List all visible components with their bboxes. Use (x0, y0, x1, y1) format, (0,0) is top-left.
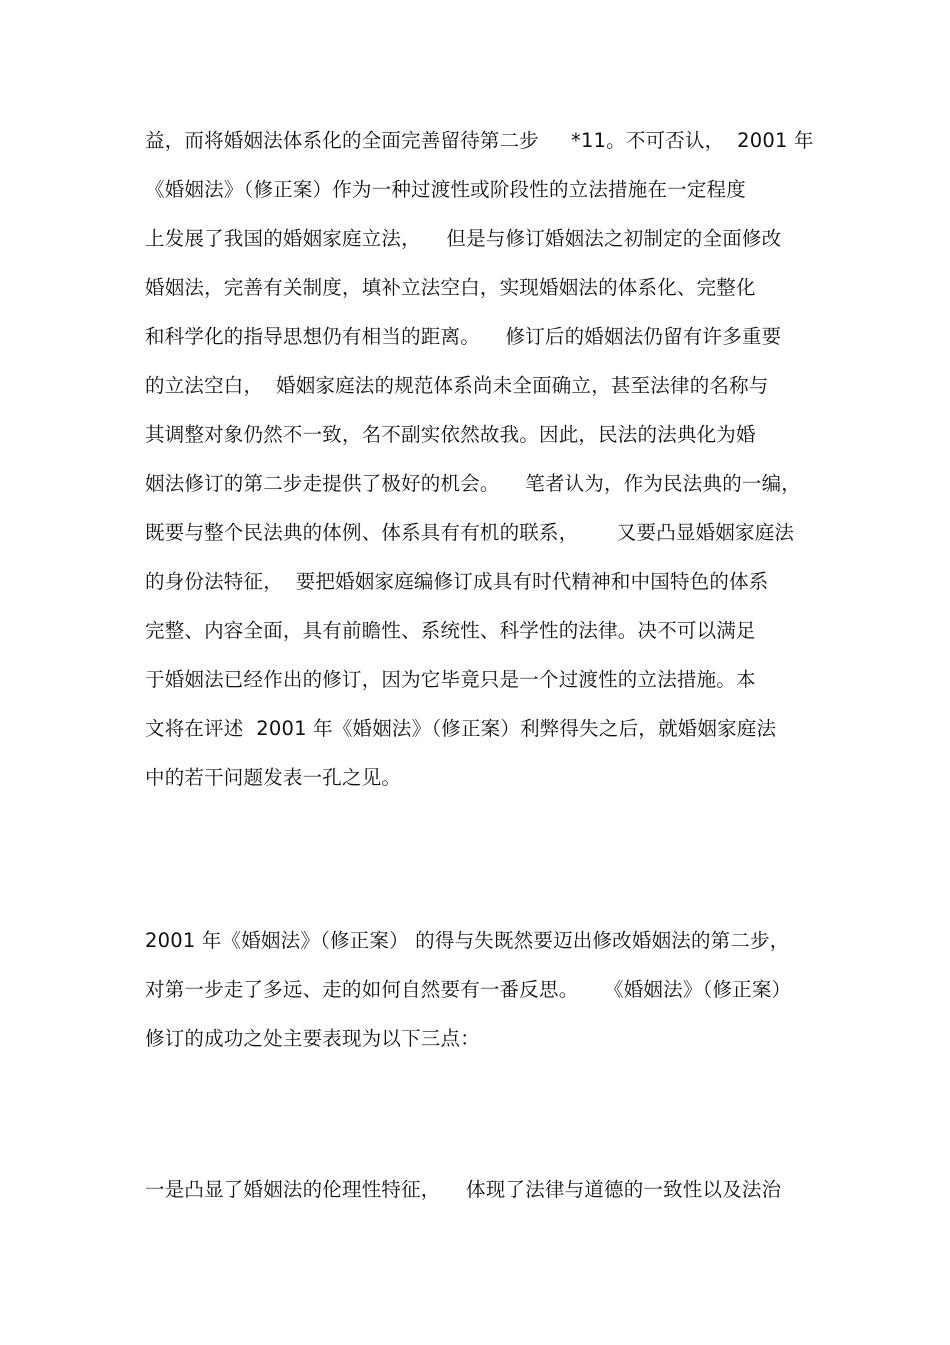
text-line: 完整、内容全面，具有前瞻性、系统性、科学性的法律。决不可以满足 (145, 619, 756, 642)
text-line: 其调整对象仍然不一致，名不副实依然故我。因此，民法的法典化为婚 (145, 423, 756, 446)
text-line: 于婚姻法已经作出的修订，因为它毕竟只是一个过渡性的立法措施。本 (145, 668, 756, 691)
text-line: 的身份法特征， 要把婚姻家庭编修订成具有时代精神和中国特色的体系 (145, 570, 769, 593)
text-line: 《婚姻法》（修正案）作为一种过渡性或阶段性的立法措施在一定程度 (145, 178, 746, 201)
text-line: 和科学化的指导思想仍有相当的距离。 修订后的婚姻法仍留有许多重要 (145, 325, 782, 348)
text-line: 姻法修订的第二步走提供了极好的机会。 笔者认为，作为民法典的一编， (145, 472, 801, 495)
paragraph-intro (145, 129, 845, 815)
text-line: 的立法空白， 婚姻家庭法的规范体系尚未全面确立，甚至法律的名称与 (145, 374, 769, 397)
text-line: 益，而将婚姻法体系化的全面完善留待第二步 *11。不可否认， 2001 年 (145, 129, 814, 152)
text-line: 2001 年《婚姻法》（修正案） 的得与失既然要迈出修改婚姻法的第二步， (145, 929, 790, 952)
text-line: 文将在评述 2001 年《婚姻法》（修正案）利弊得失之后，就婚姻家庭法 (145, 717, 777, 740)
paragraph-point-one (145, 1178, 845, 1227)
text-line: 既要与整个民法典的体例、体系具有有机的联系， 又要凸显婚姻家庭法 (145, 521, 795, 544)
paragraph-gains-and-losses (145, 929, 845, 1076)
text-line: 一是凸显了婚姻法的伦理性特征， 体现了法律与道德的一致性以及法治 (145, 1178, 782, 1201)
text-line: 婚姻法，完善有关制度，填补立法空白，实现婚姻法的体系化、完整化 (145, 276, 756, 299)
text-line: 对第一步走了多远、走的如何自然要有一番反思。 《婚姻法》（修正案） (145, 978, 792, 1001)
text-line: 中的若干问题发表一孔之见。 (145, 766, 402, 789)
text-line: 上发展了我国的婚姻家庭立法， 但是与修订婚姻法之初制定的全面修改 (145, 227, 782, 250)
text-line: 修订的成功之处主要表现为以下三点： (145, 1027, 480, 1050)
